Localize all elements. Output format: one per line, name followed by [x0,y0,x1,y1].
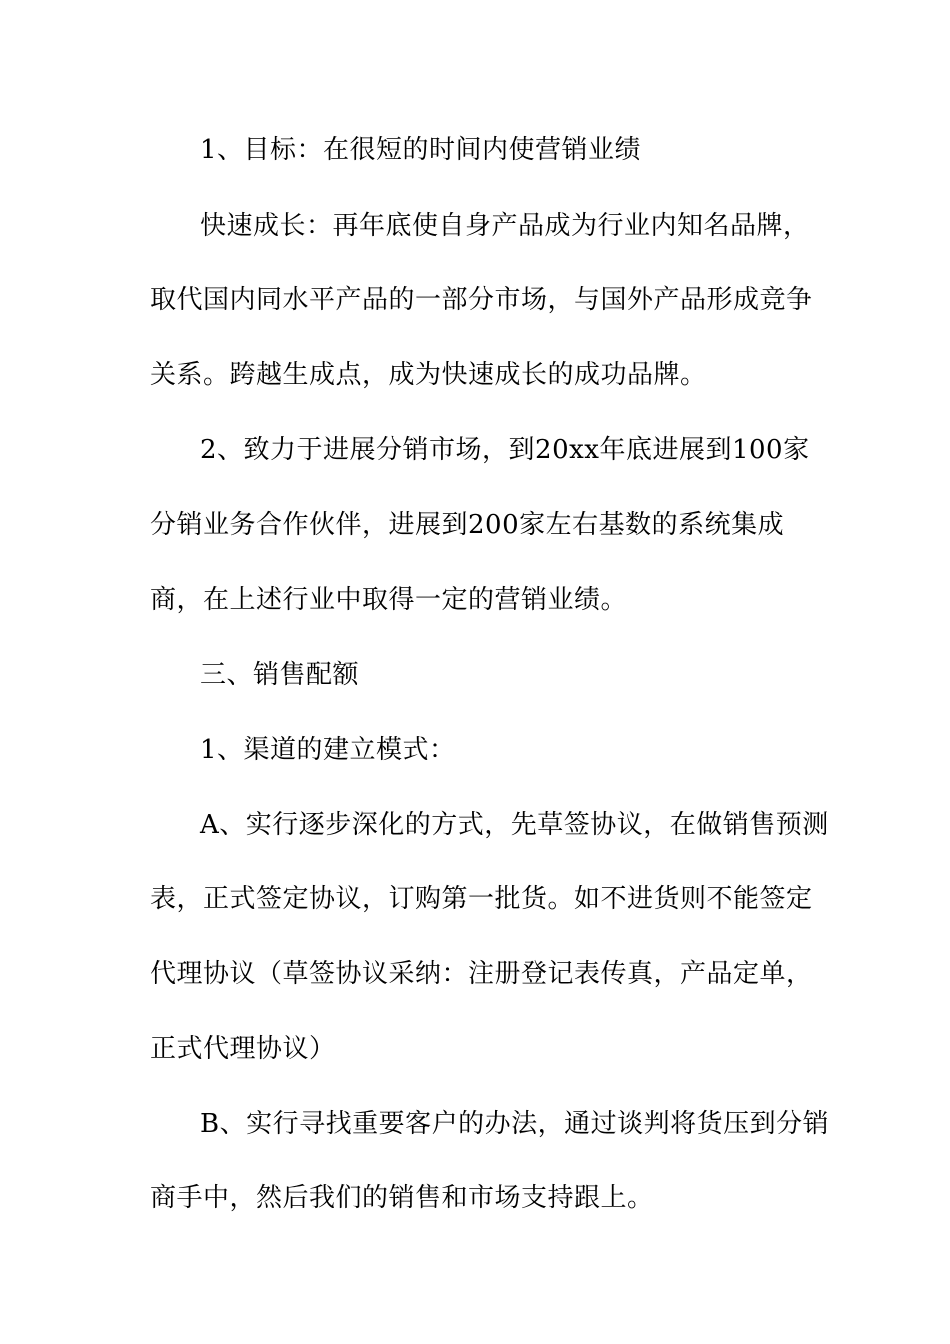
paragraph-line: 1、目标：在很短的时间内使营销业绩 [200,135,642,165]
paragraph-line: 表，正式签定协议，订购第一批货。如不进货则不能签定 [150,884,813,914]
paragraph-line: 商，在上述行业中取得一定的营销业绩。 [150,585,628,615]
paragraph-line: 关系。跨越生成点，成为快速成长的成功品牌。 [150,360,707,390]
paragraph-line: 分销业务合作伙伴，进展到200家左右基数的系统集成 [150,510,785,540]
paragraph-line: 商手中，然后我们的销售和市场支持跟上。 [150,1183,654,1213]
subsection-heading: 1、渠道的建立模式： [200,735,456,765]
paragraph-line: 正式代理协议） [150,1034,336,1064]
section-heading: 三、销售配额 [200,660,360,690]
paragraph-line: 快速成长：再年底使自身产品成为行业内知名品牌， [200,211,810,241]
paragraph-line: 2、致力于进展分销市场，到20xx年底进展到100家 [200,435,810,465]
paragraph-line: 取代国内同水平产品的一部分市场，与国外产品形成竞争 [150,285,813,315]
paragraph-line: A、实行逐步深化的方式，先草签协议，在做销售预测 [200,810,829,840]
paragraph-line: B、实行寻找重要客户的办法，通过谈判将货压到分销 [200,1109,830,1139]
paragraph-line: 代理协议（草签协议采纳：注册登记表传真，产品定单， [150,959,813,989]
